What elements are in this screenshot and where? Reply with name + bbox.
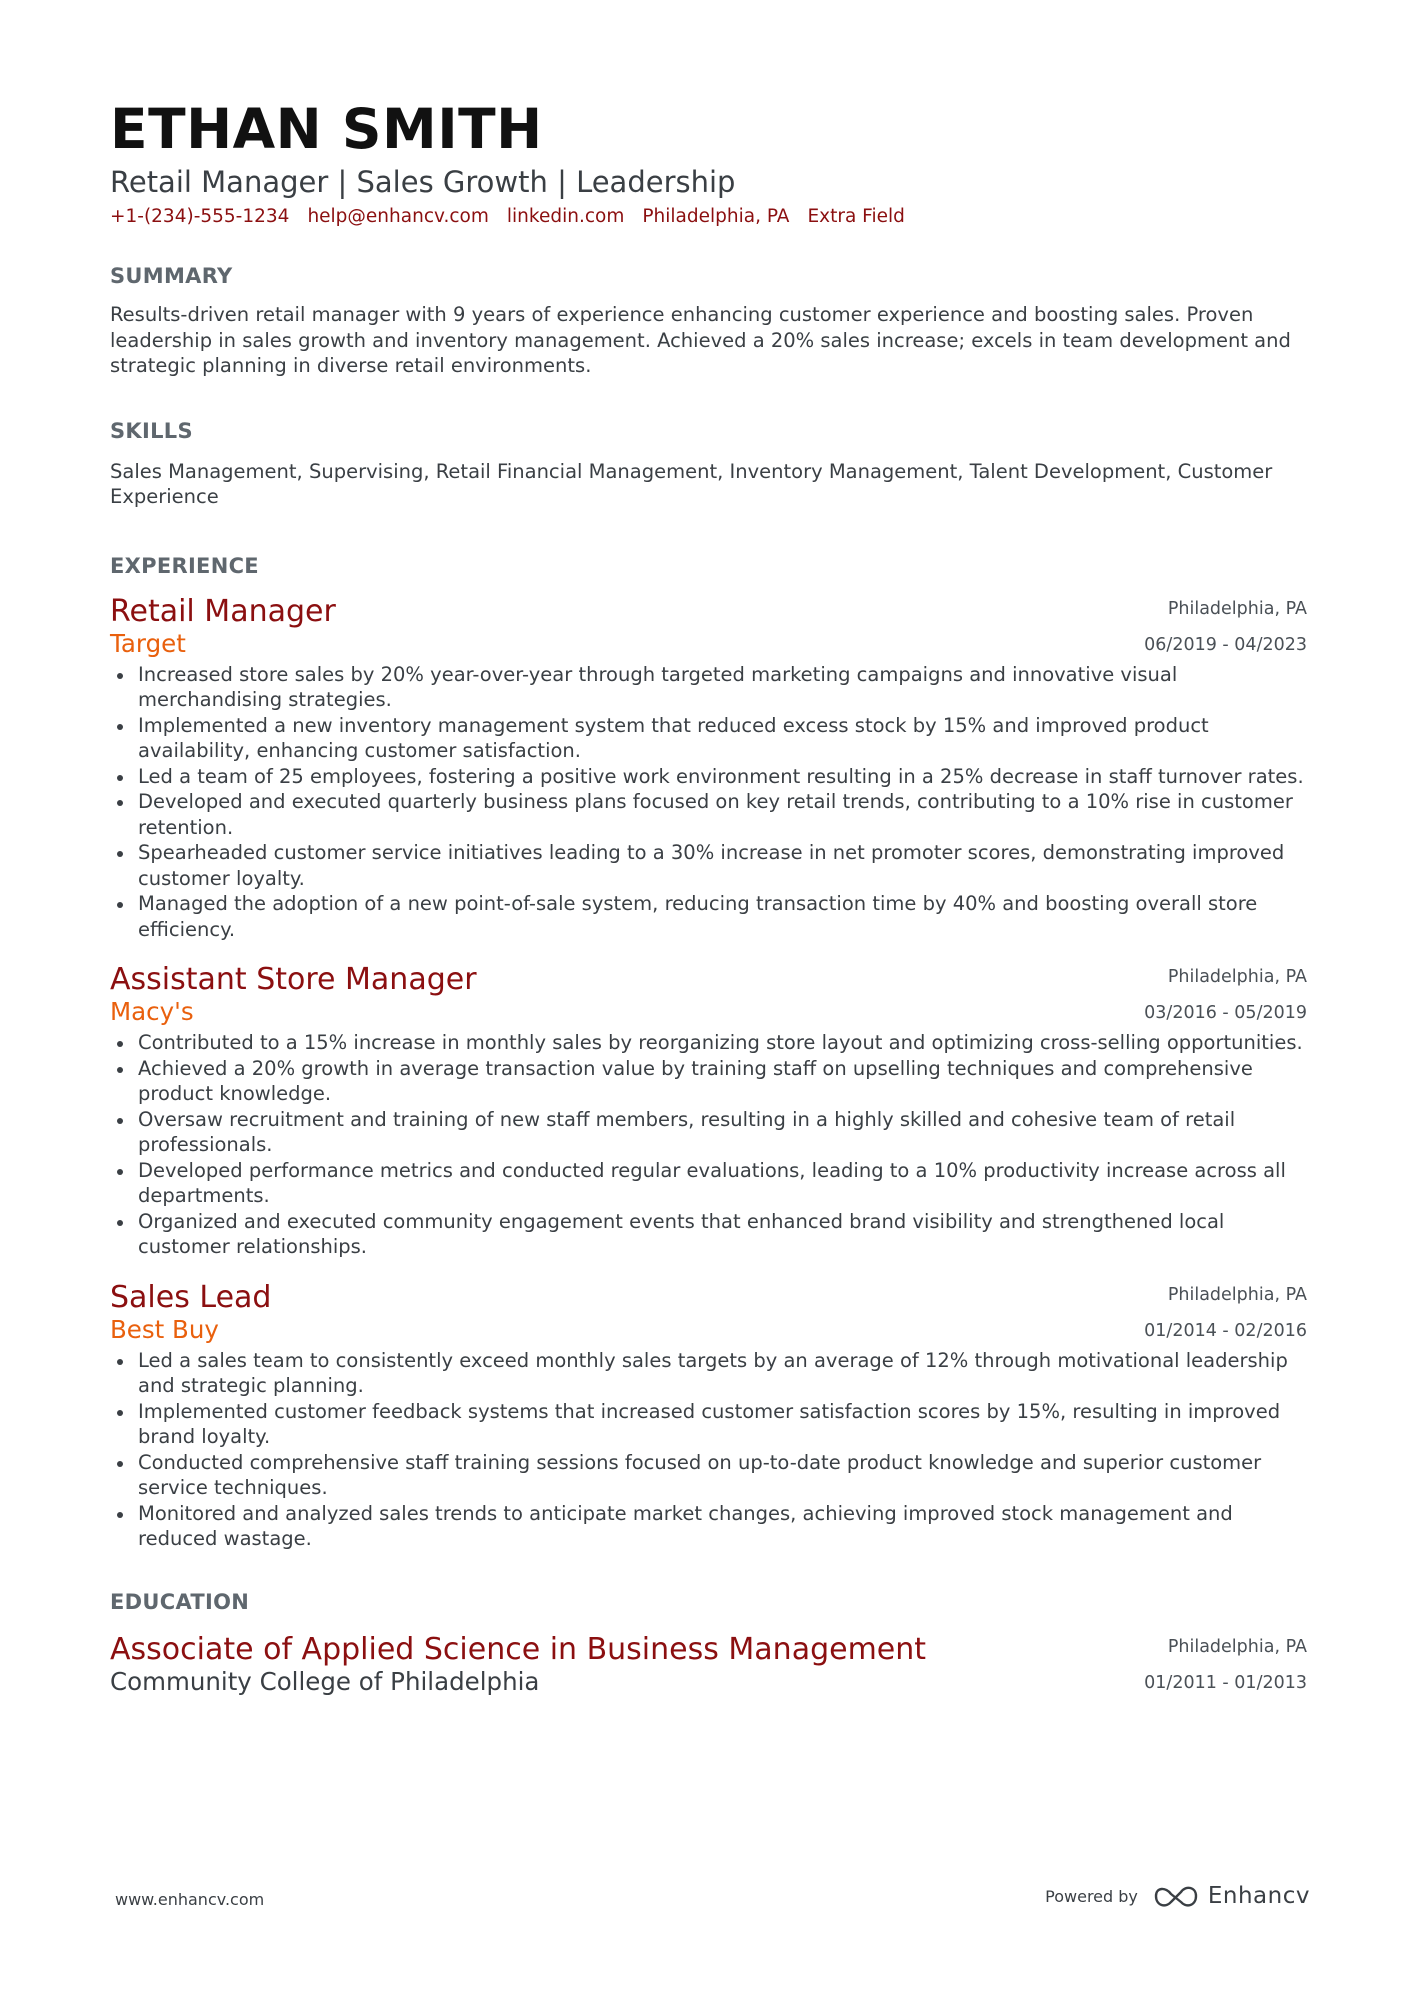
skills-text: Sales Management, Supervising, Retail Financial Management, Inventory Management, Talent Development, Customer Experience: [110, 459, 1273, 508]
achievement-item: Developed and executed quarterly business plans focused on key retail trends, contributing to a 10% rise in customer retention.: [110, 789, 1307, 840]
entry-header: [110, 594, 1307, 660]
school-name: Community College of Philadelphia: [110, 1666, 540, 1696]
job-dates: 06/2019 - 04/2023: [1144, 634, 1307, 655]
enhancv-logo-icon: [1152, 1882, 1200, 1910]
powered-by-label: Powered by: [1045, 1886, 1138, 1906]
entry-header: [110, 962, 1307, 1028]
company-name: Best Buy: [110, 1314, 219, 1344]
achievement-item: Oversaw recruitment and training of new staff members, resulting in a highly skilled and cohesive team of retail professionals.: [110, 1107, 1307, 1158]
achievement-item: Monitored and analyzed sales trends to anticipate market changes, achieving improved stock management and reduced wastage.: [110, 1501, 1307, 1552]
achievement-item: Conducted comprehensive staff training sessions focused on up-to-date product knowledge and superior customer service techniques.: [110, 1450, 1307, 1501]
experience-entry: [110, 594, 1307, 943]
achievement-item: Increased store sales by 20% year-over-year through targeted marketing campaigns and innovative visual merchandising strategies.: [110, 662, 1307, 713]
experience-entry: [110, 1280, 1307, 1552]
job-title: Retail Manager: [110, 593, 336, 629]
contact-linkedin[interactable]: linkedin.com: [506, 206, 625, 227]
achievement-item: Led a team of 25 employees, fostering a positive work environment resulting in a 25% decrease in staff turnover rates.: [110, 764, 1307, 790]
job-dates: 01/2014 - 02/2016: [1144, 1320, 1307, 1341]
achievement-item: Developed performance metrics and conducted regular evaluations, leading to a 10% productivity increase across all departments.: [110, 1158, 1307, 1209]
contact-phone[interactable]: +1-(234)-555-1234: [110, 206, 290, 227]
job-location: Philadelphia, PA: [1167, 598, 1307, 619]
achievement-item: Led a sales team to consistently exceed monthly sales targets by an average of 12% through motivational leadership and strategic planning.: [110, 1348, 1307, 1399]
achievement-item: Organized and executed community engagement events that enhanced brand visibility and strengthened local customer relationships.: [110, 1209, 1307, 1260]
achievement-item: Achieved a 20% growth in average transaction value by training staff on upselling techniques and comprehensive product knowledge.: [110, 1056, 1307, 1107]
education-section: [110, 1588, 1307, 1698]
page-footer: [115, 1880, 1310, 1920]
powered-by-block[interactable]: [1045, 1882, 1310, 1910]
contact-extra-field: Extra Field: [807, 206, 905, 227]
job-dates: 03/2016 - 05/2019: [1144, 1003, 1307, 1023]
resume-page: [110, 96, 1307, 1698]
experience-section: [110, 552, 1307, 1552]
achievement-item: Spearheaded customer service initiatives leading to a 30% increase in net promoter scores, demonstrating improved customer loyalty.: [110, 840, 1307, 891]
achievement-item: Managed the adoption of a new point-of-sale system, reducing transaction time by 40% and boosting overall store efficiency.: [110, 891, 1307, 942]
section-title-experience: EXPERIENCE: [110, 553, 259, 578]
summary-section: [110, 262, 1307, 379]
achievement-item: Implemented customer feedback systems that increased customer satisfaction scores by 15%, resulting in improved brand loyalty.: [110, 1399, 1307, 1450]
candidate-name: ETHAN SMITH: [110, 97, 543, 161]
school-location: Philadelphia, PA: [1167, 1636, 1307, 1657]
achievement-item: Contributed to a 15% increase in monthly sales by reorganizing store layout and optimizing cross-selling opportunities.: [110, 1030, 1307, 1056]
section-title-education: EDUCATION: [110, 1589, 250, 1614]
experience-entry: [110, 962, 1307, 1260]
entry-header: [110, 1632, 1307, 1698]
section-title-summary: SUMMARY: [110, 264, 233, 288]
degree-title: Associate of Applied Science in Business Management: [110, 1631, 927, 1667]
achievement-list: [110, 1348, 1307, 1552]
company-name: Target: [110, 628, 186, 658]
skills-section: [110, 417, 1307, 510]
company-name: Macy's: [110, 997, 194, 1026]
contact-email[interactable]: help@enhancv.com: [307, 206, 489, 227]
job-title: Assistant Store Manager: [110, 962, 477, 997]
achievement-list: [110, 662, 1307, 943]
contact-bar: [110, 204, 1307, 230]
job-location: Philadelphia, PA: [1167, 1284, 1307, 1305]
brand-name: Enhancv: [1207, 1883, 1310, 1909]
entry-header: [110, 1280, 1307, 1346]
footer-website-link[interactable]: www.enhancv.com: [115, 1890, 265, 1909]
contact-location: Philadelphia, PA: [642, 206, 790, 227]
candidate-headline: Retail Manager | Sales Growth | Leadership: [110, 165, 736, 199]
achievement-item: Implemented a new inventory management system that reduced excess stock by 15% and improved product availability, enhancing customer satisfaction.: [110, 713, 1307, 764]
section-title-skills: SKILLS: [110, 418, 193, 443]
achievement-list: [110, 1030, 1307, 1260]
job-title: Sales Lead: [110, 1279, 272, 1315]
education-entry: [110, 1632, 1307, 1698]
job-location: Philadelphia, PA: [1167, 967, 1307, 987]
summary-text: Results-driven retail manager with 9 years of experience enhancing customer experience and boosting sales. Proven leadership in sales growth and inventory management. Achieved a 20% sales increase; excels in team development and strategic planning in diverse retail environments.: [110, 303, 1291, 377]
education-dates: 01/2011 - 01/2013: [1144, 1672, 1307, 1693]
